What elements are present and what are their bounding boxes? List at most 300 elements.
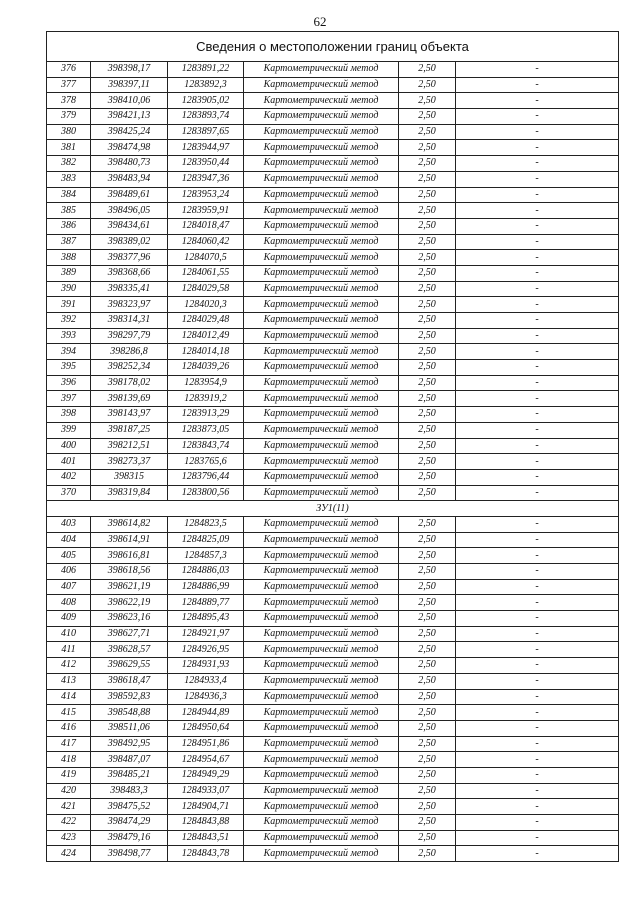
accuracy-cell: 2,50 <box>399 705 456 721</box>
accuracy-cell: 2,50 <box>399 846 456 862</box>
x-coordinate-cell: 398480,73 <box>91 156 168 172</box>
x-coordinate-cell: 398483,3 <box>91 783 168 799</box>
method-cell: Картометрический метод <box>244 297 399 313</box>
table-row <box>47 626 619 642</box>
y-coordinate-cell: 1284886,03 <box>168 564 244 580</box>
point-number-cell: 388 <box>47 250 91 266</box>
x-coordinate-cell: 398618,56 <box>91 564 168 580</box>
y-coordinate-cell: 1284060,42 <box>168 234 244 250</box>
description-cell: - <box>456 438 619 454</box>
x-coordinate-cell: 398618,47 <box>91 673 168 689</box>
point-number-cell: 370 <box>47 485 91 501</box>
description-cell: - <box>456 203 619 219</box>
point-number-cell: 404 <box>47 532 91 548</box>
x-coordinate-cell: 398297,79 <box>91 328 168 344</box>
x-coordinate-cell: 398475,52 <box>91 799 168 815</box>
description-cell: - <box>456 250 619 266</box>
description-cell: - <box>456 783 619 799</box>
accuracy-cell: 2,50 <box>399 297 456 313</box>
accuracy-cell: 2,50 <box>399 360 456 376</box>
point-number-cell: 411 <box>47 642 91 658</box>
accuracy-cell: 2,50 <box>399 313 456 329</box>
point-number-cell: 422 <box>47 815 91 831</box>
y-coordinate-cell: 1284020,3 <box>168 297 244 313</box>
description-cell: - <box>456 218 619 234</box>
description-cell: - <box>456 767 619 783</box>
table-row <box>47 564 619 580</box>
method-cell: Картометрический метод <box>244 234 399 250</box>
x-coordinate-cell: 398368,66 <box>91 265 168 281</box>
x-coordinate-cell: 398323,97 <box>91 297 168 313</box>
point-number-cell: 418 <box>47 752 91 768</box>
page-number: 62 <box>313 14 327 29</box>
accuracy-cell: 2,50 <box>399 93 456 109</box>
accuracy-cell: 2,50 <box>399 250 456 266</box>
y-coordinate-cell: 1283944,97 <box>168 140 244 156</box>
accuracy-cell: 2,50 <box>399 438 456 454</box>
y-coordinate-cell: 1284895,43 <box>168 611 244 627</box>
description-cell: - <box>456 171 619 187</box>
y-coordinate-cell: 1284012,49 <box>168 328 244 344</box>
accuracy-cell: 2,50 <box>399 564 456 580</box>
y-coordinate-cell: 1283919,2 <box>168 391 244 407</box>
x-coordinate-cell: 398398,17 <box>91 62 168 78</box>
x-coordinate-cell: 398434,61 <box>91 218 168 234</box>
y-coordinate-cell: 1284029,48 <box>168 313 244 329</box>
point-number-cell: 376 <box>47 62 91 78</box>
y-coordinate-cell: 1284825,09 <box>168 532 244 548</box>
method-cell: Картометрический метод <box>244 705 399 721</box>
x-coordinate-cell: 398187,25 <box>91 422 168 438</box>
y-coordinate-cell: 1284921,97 <box>168 626 244 642</box>
description-cell: - <box>456 391 619 407</box>
table-row <box>47 391 619 407</box>
point-number-cell: 394 <box>47 344 91 360</box>
accuracy-cell: 2,50 <box>399 171 456 187</box>
table-row <box>47 77 619 93</box>
table-row <box>47 422 619 438</box>
point-number-cell: 419 <box>47 767 91 783</box>
accuracy-cell: 2,50 <box>399 736 456 752</box>
method-cell: Картометрический метод <box>244 658 399 674</box>
y-coordinate-cell: 1284949,29 <box>168 767 244 783</box>
method-cell: Картометрический метод <box>244 156 399 172</box>
point-number-cell: 424 <box>47 846 91 862</box>
method-cell: Картометрический метод <box>244 109 399 125</box>
y-coordinate-cell: 1284954,67 <box>168 752 244 768</box>
table-row <box>47 62 619 78</box>
method-cell: Картометрический метод <box>244 328 399 344</box>
point-number-cell: 378 <box>47 93 91 109</box>
method-cell: Картометрический метод <box>244 469 399 485</box>
method-cell: Картометрический метод <box>244 203 399 219</box>
x-coordinate-cell: 398389,02 <box>91 234 168 250</box>
point-number-cell: 397 <box>47 391 91 407</box>
accuracy-cell: 2,50 <box>399 752 456 768</box>
description-cell: - <box>456 454 619 470</box>
description-cell: - <box>456 799 619 815</box>
x-coordinate-cell: 398474,29 <box>91 815 168 831</box>
method-cell: Картометрический метод <box>244 548 399 564</box>
table-row <box>47 218 619 234</box>
method-cell: Картометрический метод <box>244 815 399 831</box>
description-cell: - <box>456 752 619 768</box>
point-number-cell: 416 <box>47 720 91 736</box>
description-cell: - <box>456 516 619 532</box>
accuracy-cell: 2,50 <box>399 140 456 156</box>
table-row <box>47 595 619 611</box>
method-cell: Картометрический метод <box>244 673 399 689</box>
table-row <box>47 689 619 705</box>
accuracy-cell: 2,50 <box>399 815 456 831</box>
table-row <box>47 438 619 454</box>
y-coordinate-cell: 1284857,3 <box>168 548 244 564</box>
point-number-cell: 415 <box>47 705 91 721</box>
y-coordinate-cell: 1284936,3 <box>168 689 244 705</box>
x-coordinate-cell: 398548,88 <box>91 705 168 721</box>
description-cell: - <box>456 407 619 423</box>
table-row <box>47 156 619 172</box>
point-number-cell: 410 <box>47 626 91 642</box>
description-cell: - <box>456 626 619 642</box>
table-row <box>47 783 619 799</box>
point-number-cell: 383 <box>47 171 91 187</box>
table-row <box>47 140 619 156</box>
y-coordinate-cell: 1283893,74 <box>168 109 244 125</box>
method-cell: Картометрический метод <box>244 767 399 783</box>
accuracy-cell: 2,50 <box>399 485 456 501</box>
point-number-cell: 390 <box>47 281 91 297</box>
point-number-cell: 409 <box>47 611 91 627</box>
accuracy-cell: 2,50 <box>399 658 456 674</box>
table-row <box>47 658 619 674</box>
point-number-cell: 403 <box>47 516 91 532</box>
x-coordinate-cell: 398421,13 <box>91 109 168 125</box>
point-number-cell: 413 <box>47 673 91 689</box>
table-row <box>47 344 619 360</box>
table-row <box>47 846 619 862</box>
x-coordinate-cell: 398629,55 <box>91 658 168 674</box>
point-number-cell: 405 <box>47 548 91 564</box>
table-row <box>47 548 619 564</box>
description-cell: - <box>456 109 619 125</box>
method-cell: Картометрический метод <box>244 516 399 532</box>
point-number-cell: 391 <box>47 297 91 313</box>
method-cell: Картометрический метод <box>244 454 399 470</box>
accuracy-cell: 2,50 <box>399 611 456 627</box>
table-row <box>47 187 619 203</box>
accuracy-cell: 2,50 <box>399 642 456 658</box>
accuracy-cell: 2,50 <box>399 77 456 93</box>
table-row <box>47 830 619 846</box>
description-cell: - <box>456 485 619 501</box>
accuracy-cell: 2,50 <box>399 422 456 438</box>
method-cell: Картометрический метод <box>244 564 399 580</box>
point-number-cell: 379 <box>47 109 91 125</box>
y-coordinate-cell: 1284886,99 <box>168 579 244 595</box>
method-cell: Картометрический метод <box>244 140 399 156</box>
accuracy-cell: 2,50 <box>399 187 456 203</box>
description-cell: - <box>456 564 619 580</box>
method-cell: Картометрический метод <box>244 642 399 658</box>
x-coordinate-cell: 398286,8 <box>91 344 168 360</box>
table-row <box>47 642 619 658</box>
table-row <box>47 579 619 595</box>
y-coordinate-cell: 1284843,78 <box>168 846 244 862</box>
description-cell: - <box>456 140 619 156</box>
accuracy-cell: 2,50 <box>399 375 456 391</box>
y-coordinate-cell: 1283953,24 <box>168 187 244 203</box>
point-number-cell: 381 <box>47 140 91 156</box>
method-cell: Картометрический метод <box>244 720 399 736</box>
accuracy-cell: 2,50 <box>399 407 456 423</box>
x-coordinate-cell: 398487,07 <box>91 752 168 768</box>
x-coordinate-cell: 398496,05 <box>91 203 168 219</box>
method-cell: Картометрический метод <box>244 626 399 642</box>
accuracy-cell: 2,50 <box>399 156 456 172</box>
accuracy-cell: 2,50 <box>399 532 456 548</box>
y-coordinate-cell: 1284070,5 <box>168 250 244 266</box>
accuracy-cell: 2,50 <box>399 830 456 846</box>
method-cell: Картометрический метод <box>244 579 399 595</box>
x-coordinate-cell: 398397,11 <box>91 77 168 93</box>
section-label: ЗУ1(11) <box>47 501 619 517</box>
accuracy-cell: 2,50 <box>399 720 456 736</box>
x-coordinate-cell: 398474,98 <box>91 140 168 156</box>
y-coordinate-cell: 1283947,36 <box>168 171 244 187</box>
table-row <box>47 736 619 752</box>
method-cell: Картометрический метод <box>244 752 399 768</box>
description-cell: - <box>456 62 619 78</box>
method-cell: Картометрический метод <box>244 344 399 360</box>
table-row <box>47 815 619 831</box>
y-coordinate-cell: 1284931,93 <box>168 658 244 674</box>
x-coordinate-cell: 398623,16 <box>91 611 168 627</box>
x-coordinate-cell: 398489,61 <box>91 187 168 203</box>
description-cell: - <box>456 313 619 329</box>
point-number-cell: 412 <box>47 658 91 674</box>
table-row <box>47 171 619 187</box>
method-cell: Картометрический метод <box>244 422 399 438</box>
y-coordinate-cell: 1284889,77 <box>168 595 244 611</box>
method-cell: Картометрический метод <box>244 77 399 93</box>
x-coordinate-cell: 398627,71 <box>91 626 168 642</box>
accuracy-cell: 2,50 <box>399 799 456 815</box>
table-row <box>47 673 619 689</box>
description-cell: - <box>456 281 619 297</box>
method-cell: Картометрический метод <box>244 407 399 423</box>
y-coordinate-cell: 1284933,4 <box>168 673 244 689</box>
method-cell: Картометрический метод <box>244 250 399 266</box>
table-row <box>47 124 619 140</box>
accuracy-cell: 2,50 <box>399 595 456 611</box>
method-cell: Картометрический метод <box>244 187 399 203</box>
x-coordinate-cell: 398315 <box>91 469 168 485</box>
method-cell: Картометрический метод <box>244 391 399 407</box>
table-row <box>47 281 619 297</box>
point-number-cell: 387 <box>47 234 91 250</box>
table-row <box>47 799 619 815</box>
y-coordinate-cell: 1283897,65 <box>168 124 244 140</box>
x-coordinate-cell: 398498,77 <box>91 846 168 862</box>
y-coordinate-cell: 1284039,26 <box>168 360 244 376</box>
table-row <box>47 767 619 783</box>
section-row <box>47 501 619 517</box>
accuracy-cell: 2,50 <box>399 673 456 689</box>
y-coordinate-cell: 1284933,07 <box>168 783 244 799</box>
description-cell: - <box>456 93 619 109</box>
description-cell: - <box>456 156 619 172</box>
x-coordinate-cell: 398212,51 <box>91 438 168 454</box>
point-number-cell: 421 <box>47 799 91 815</box>
accuracy-cell: 2,50 <box>399 579 456 595</box>
y-coordinate-cell: 1284018,47 <box>168 218 244 234</box>
x-coordinate-cell: 398139,69 <box>91 391 168 407</box>
method-cell: Картометрический метод <box>244 799 399 815</box>
y-coordinate-cell: 1283891,22 <box>168 62 244 78</box>
x-coordinate-cell: 398335,41 <box>91 281 168 297</box>
point-number-cell: 384 <box>47 187 91 203</box>
y-coordinate-cell: 1283800,56 <box>168 485 244 501</box>
accuracy-cell: 2,50 <box>399 265 456 281</box>
accuracy-cell: 2,50 <box>399 767 456 783</box>
accuracy-cell: 2,50 <box>399 689 456 705</box>
x-coordinate-cell: 398479,16 <box>91 830 168 846</box>
method-cell: Картометрический метод <box>244 438 399 454</box>
description-cell: - <box>456 720 619 736</box>
y-coordinate-cell: 1284904,71 <box>168 799 244 815</box>
table-row <box>47 234 619 250</box>
table-row <box>47 265 619 281</box>
description-cell: - <box>456 77 619 93</box>
point-number-cell: 406 <box>47 564 91 580</box>
description-cell: - <box>456 705 619 721</box>
method-cell: Картометрический метод <box>244 846 399 862</box>
y-coordinate-cell: 1284843,51 <box>168 830 244 846</box>
y-coordinate-cell: 1284944,89 <box>168 705 244 721</box>
description-cell: - <box>456 579 619 595</box>
point-number-cell: 392 <box>47 313 91 329</box>
point-number-cell: 407 <box>47 579 91 595</box>
title-row <box>47 32 619 62</box>
accuracy-cell: 2,50 <box>399 124 456 140</box>
point-number-cell: 401 <box>47 454 91 470</box>
method-cell: Картометрический метод <box>244 171 399 187</box>
y-coordinate-cell: 1283913,29 <box>168 407 244 423</box>
description-cell: - <box>456 375 619 391</box>
y-coordinate-cell: 1284061,55 <box>168 265 244 281</box>
description-cell: - <box>456 595 619 611</box>
point-number-cell: 386 <box>47 218 91 234</box>
point-number-cell: 377 <box>47 77 91 93</box>
description-cell: - <box>456 658 619 674</box>
table-row <box>47 250 619 266</box>
table-row <box>47 313 619 329</box>
accuracy-cell: 2,50 <box>399 454 456 470</box>
x-coordinate-cell: 398614,91 <box>91 532 168 548</box>
point-number-cell: 380 <box>47 124 91 140</box>
description-cell: - <box>456 830 619 846</box>
table-row <box>47 297 619 313</box>
description-cell: - <box>456 328 619 344</box>
description-cell: - <box>456 846 619 862</box>
method-cell: Картометрический метод <box>244 783 399 799</box>
method-cell: Картометрический метод <box>244 375 399 391</box>
x-coordinate-cell: 398492,95 <box>91 736 168 752</box>
method-cell: Картометрический метод <box>244 360 399 376</box>
point-number-cell: 393 <box>47 328 91 344</box>
description-cell: - <box>456 234 619 250</box>
y-coordinate-cell: 1284951,86 <box>168 736 244 752</box>
description-cell: - <box>456 815 619 831</box>
method-cell: Картометрический метод <box>244 830 399 846</box>
point-number-cell: 402 <box>47 469 91 485</box>
y-coordinate-cell: 1283892,3 <box>168 77 244 93</box>
x-coordinate-cell: 398319,84 <box>91 485 168 501</box>
table-title: Сведения о местоположении границ объекта <box>47 32 619 62</box>
y-coordinate-cell: 1283950,44 <box>168 156 244 172</box>
x-coordinate-cell: 398485,21 <box>91 767 168 783</box>
method-cell: Картометрический метод <box>244 62 399 78</box>
x-coordinate-cell: 398592,83 <box>91 689 168 705</box>
x-coordinate-cell: 398273,37 <box>91 454 168 470</box>
description-cell: - <box>456 689 619 705</box>
y-coordinate-cell: 1283873,05 <box>168 422 244 438</box>
table-row <box>47 375 619 391</box>
description-cell: - <box>456 642 619 658</box>
method-cell: Картометрический метод <box>244 611 399 627</box>
y-coordinate-cell: 1284823,5 <box>168 516 244 532</box>
accuracy-cell: 2,50 <box>399 626 456 642</box>
description-cell: - <box>456 297 619 313</box>
method-cell: Картометрический метод <box>244 265 399 281</box>
y-coordinate-cell: 1284029,58 <box>168 281 244 297</box>
table-row <box>47 705 619 721</box>
table-row <box>47 469 619 485</box>
description-cell: - <box>456 422 619 438</box>
table-row <box>47 109 619 125</box>
description-cell: - <box>456 611 619 627</box>
method-cell: Картометрический метод <box>244 689 399 705</box>
x-coordinate-cell: 398622,19 <box>91 595 168 611</box>
x-coordinate-cell: 398628,57 <box>91 642 168 658</box>
accuracy-cell: 2,50 <box>399 469 456 485</box>
x-coordinate-cell: 398616,81 <box>91 548 168 564</box>
accuracy-cell: 2,50 <box>399 62 456 78</box>
y-coordinate-cell: 1284843,88 <box>168 815 244 831</box>
accuracy-cell: 2,50 <box>399 203 456 219</box>
point-number-cell: 417 <box>47 736 91 752</box>
accuracy-cell: 2,50 <box>399 391 456 407</box>
y-coordinate-cell: 1283905,02 <box>168 93 244 109</box>
point-number-cell: 414 <box>47 689 91 705</box>
y-coordinate-cell: 1283796,44 <box>168 469 244 485</box>
y-coordinate-cell: 1284926,95 <box>168 642 244 658</box>
y-coordinate-cell: 1283765,6 <box>168 454 244 470</box>
x-coordinate-cell: 398511,06 <box>91 720 168 736</box>
point-number-cell: 395 <box>47 360 91 376</box>
x-coordinate-cell: 398483,94 <box>91 171 168 187</box>
table-row <box>47 720 619 736</box>
x-coordinate-cell: 398614,82 <box>91 516 168 532</box>
method-cell: Картометрический метод <box>244 595 399 611</box>
point-number-cell: 382 <box>47 156 91 172</box>
point-number-cell: 396 <box>47 375 91 391</box>
accuracy-cell: 2,50 <box>399 234 456 250</box>
method-cell: Картометрический метод <box>244 736 399 752</box>
accuracy-cell: 2,50 <box>399 281 456 297</box>
description-cell: - <box>456 736 619 752</box>
